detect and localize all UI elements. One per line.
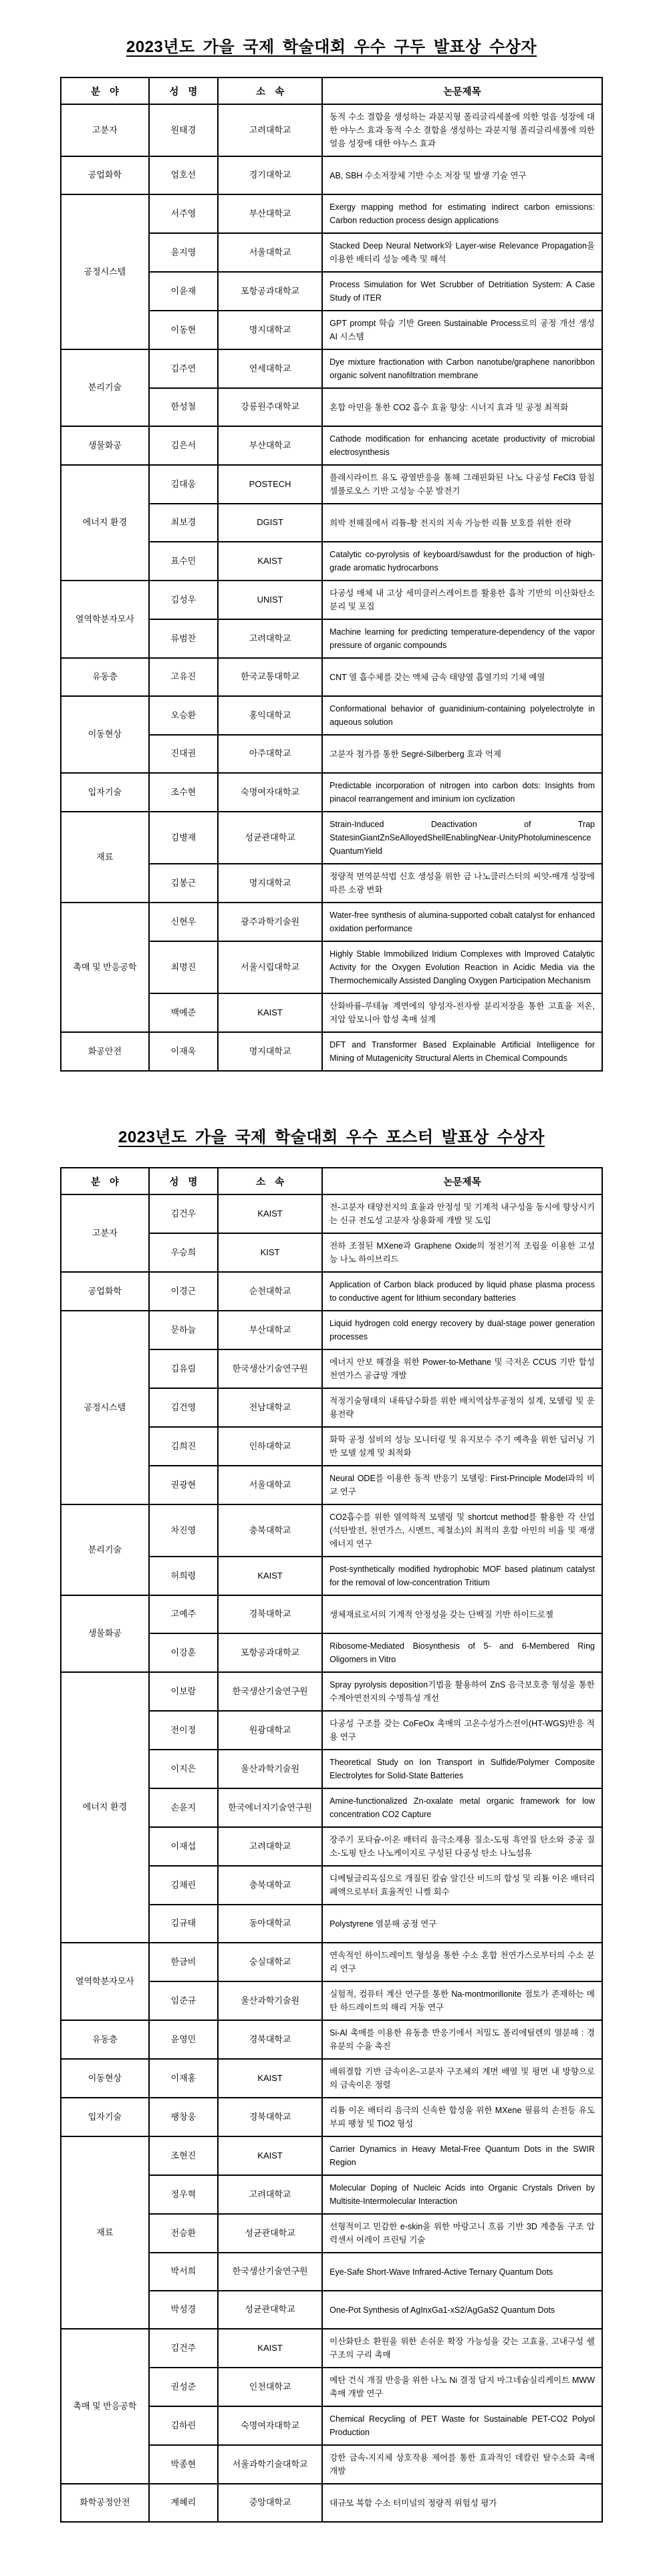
table-row <box>61 2098 602 2136</box>
oral-award-section <box>60 33 603 1072</box>
affiliation-cell: 동아대학교 <box>218 1905 322 1943</box>
paper-title-cell: Post-synthetically modified hydrophobic MOF based platinum catalyst for the removal of low-concentration Tritium <box>322 1557 602 1595</box>
name-cell: 김건주 <box>149 2329 218 2368</box>
affiliation-cell: 경북대학교 <box>218 2098 322 2136</box>
name-cell: 손윤지 <box>149 1788 218 1827</box>
paper-title-cell: 선형적이고 민감한 e-skin을 위한 마랑고니 흐름 기반 3D 계층돔 구조 압력센서 어레이 프린팅 기술 <box>322 2214 602 2253</box>
field-cell: 열역학분자모사 <box>61 581 149 658</box>
field-cell: 생물화공 <box>61 426 149 465</box>
affiliation-cell: 서울대학교 <box>218 1466 322 1504</box>
paper-title-cell: 에너지 안보 해결을 위한 Power-to-Methane 및 극저온 CCUS 기반 합성천연가스 공급망 개발 <box>322 1349 602 1388</box>
affiliation-cell: 숙명여자대학교 <box>218 2406 322 2445</box>
field-cell: 고분자 <box>61 1194 149 1272</box>
column-header: 성 명 <box>149 1168 218 1194</box>
paper-title-cell: Eye-Safe Short-Wave Infrared-Active Ternary Quantum Dots <box>322 2253 602 2291</box>
affiliation-cell: UNIST <box>218 581 322 619</box>
oral-award-table <box>60 77 603 1072</box>
name-cell: 전이정 <box>149 1711 218 1750</box>
column-header: 성 명 <box>149 77 218 104</box>
affiliation-cell: KAIST <box>218 993 322 1032</box>
paper-title-cell: Water-free synthesis of alumina-supported cobalt catalyst for enhanced oxidation performance <box>322 903 602 941</box>
name-cell: 한금비 <box>149 1943 218 1981</box>
name-cell: 이재섭 <box>149 1827 218 1866</box>
field-cell: 에너지 환경 <box>61 1672 149 1943</box>
paper-title-cell: Si-Al 촉매를 이용한 유동층 반응기에서 저밀도 폴리에틸렌의 열분해 : 경유분의 수율 촉진 <box>322 2020 602 2059</box>
affiliation-cell: 서울시립대학교 <box>218 941 322 993</box>
name-cell: 정우혁 <box>149 2175 218 2214</box>
table-row <box>61 465 602 504</box>
affiliation-cell: 경북대학교 <box>218 2020 322 2059</box>
name-cell: 김하린 <box>149 2406 218 2445</box>
paper-title-cell: Ribosome-Mediated Biosynthesis of 5- and 6-Membered Ring Oligomers in Vitro <box>322 1633 602 1672</box>
field-cell: 생물화공 <box>61 1595 149 1672</box>
column-header: 논문제목 <box>322 1168 602 1194</box>
affiliation-cell: 고려대학교 <box>218 104 322 156</box>
affiliation-cell: 숭실대학교 <box>218 1943 322 1981</box>
name-cell: 최명진 <box>149 941 218 993</box>
field-cell: 유동층 <box>61 658 149 696</box>
affiliation-cell: 성균관대학교 <box>218 812 322 864</box>
column-header: 소 속 <box>218 1168 322 1194</box>
affiliation-cell: 경북대학교 <box>218 1595 322 1633</box>
field-cell: 분리기술 <box>61 1504 149 1595</box>
name-cell: 이윤재 <box>149 272 218 311</box>
field-cell: 촉매 및 반응공학 <box>61 903 149 1032</box>
header-row <box>61 1168 602 1194</box>
affiliation-cell: 순천대학교 <box>218 1272 322 1311</box>
name-cell: 김은서 <box>149 426 218 465</box>
paper-title-cell: Process Simulation for Wet Scrubber of Detritiation System: A Case Study of ITER <box>322 272 602 311</box>
paper-title-cell: 강한 금속-지지체 상호작용 제어를 통한 효과적인 데칼린 탈수소화 촉매 개발 <box>322 2445 602 2484</box>
paper-title-cell: 실험적, 컴퓨터 계산 연구를 통한 Na-montmorillonite 점토가 존재하는 메탄 하드레이트의 해리 거동 연구 <box>322 1981 602 2020</box>
table-row <box>61 903 602 941</box>
paper-title-cell: Application of Carbon black produced by liquid phase plasma process to conductive agent for lithium secondary batteries <box>322 1272 602 1311</box>
affiliation-cell: 서울과학기술대학교 <box>218 2445 322 2484</box>
field-cell: 분리기술 <box>61 349 149 426</box>
affiliation-cell: 명지대학교 <box>218 1032 322 1071</box>
name-cell: 오승환 <box>149 696 218 735</box>
affiliation-cell: KAIST <box>218 1194 322 1233</box>
affiliation-cell: 중앙대학교 <box>218 2484 322 2522</box>
field-cell: 에너지 환경 <box>61 465 149 581</box>
paper-title-cell: CNT 열 흡수체를 갖는 액체 금속 태양열 흡열기의 기체 예열 <box>322 658 602 696</box>
name-cell: 류범찬 <box>149 619 218 658</box>
affiliation-cell: 한국에너지기술연구원 <box>218 1788 322 1827</box>
table-row <box>61 2136 602 2175</box>
paper-title-cell: Molecular Doping of Nucleic Acids into Organic Crystals Driven by Multisite-Intermolecular Interaction <box>322 2175 602 2214</box>
name-cell: 조수현 <box>149 773 218 812</box>
name-cell: 진대권 <box>149 735 218 773</box>
name-cell: 한성철 <box>149 388 218 426</box>
paper-title-cell: 대규모 복합 수소 터미널의 정량적 위험성 평가 <box>322 2484 602 2522</box>
paper-title-cell: Catalytic co-pyrolysis of keyboard/sawdust for the production of high-grade aromatic hydrocarbons <box>322 542 602 581</box>
name-cell: 표수민 <box>149 542 218 581</box>
table-row <box>61 696 602 735</box>
affiliation-cell: 아주대학교 <box>218 735 322 773</box>
paper-title-cell: Exergy mapping method for estimating indirect carbon emissions: Carbon reduction process design applications <box>322 194 602 233</box>
document-sheet <box>60 33 603 2523</box>
name-cell: 백예준 <box>149 993 218 1032</box>
name-cell: 허희령 <box>149 1557 218 1595</box>
paper-title-cell: 희박 전해질에서 리튬-황 전지의 지속 가능한 리튬 보호를 위한 전략 <box>322 504 602 542</box>
affiliation-cell: 한국생산기술연구원 <box>218 2253 322 2291</box>
paper-title-cell: Dye mixture fractionation with Carbon nanotube/graphene nanoribbon organic solvent nanofiltration membrane <box>322 349 602 388</box>
paper-title-cell: AB, SBH 수소저장체 기반 수소 저장 및 발생 기술 연구 <box>322 156 602 194</box>
name-cell: 이동현 <box>149 311 218 349</box>
paper-title-cell: 플래시라이트 유도 광열반응을 통해 그래핀화된 나노 다공성 FeCl3 함침 셀룰로오스 기반 고성능 수분 발전기 <box>322 465 602 504</box>
name-cell: 차진영 <box>149 1504 218 1557</box>
field-cell: 공정시스템 <box>61 1311 149 1504</box>
field-cell: 재료 <box>61 812 149 903</box>
affiliation-cell: 연세대학교 <box>218 349 322 388</box>
name-cell: 박서희 <box>149 2253 218 2291</box>
affiliation-cell: 고려대학교 <box>218 2175 322 2214</box>
name-cell: 김성우 <box>149 581 218 619</box>
name-cell: 김희진 <box>149 1427 218 1466</box>
name-cell: 신현우 <box>149 903 218 941</box>
paper-title-cell: 이산화탄소 환원을 위한 손쉬운 확장 가능성을 갖는 고효율, 고내구성 쉘 구조의 구리 촉매 <box>322 2329 602 2368</box>
affiliation-cell: 광주과학기술원 <box>218 903 322 941</box>
table-row <box>61 1504 602 1557</box>
affiliation-cell: 경기대학교 <box>218 156 322 194</box>
table-row <box>61 773 602 812</box>
name-cell: 원태경 <box>149 104 218 156</box>
name-cell: 윤영민 <box>149 2020 218 2059</box>
field-cell: 공업화학 <box>61 1272 149 1311</box>
paper-title-cell: 화학 공정 설비의 성능 모니터링 및 유지보수 주기 예측을 위한 딥러닝 기반 모델 설계 및 최적화 <box>322 1427 602 1466</box>
oral-award-title: 2023년도 가을 국제 학술대회 우수 구두 발표상 수상자 <box>126 38 537 56</box>
name-cell: 김대웅 <box>149 465 218 504</box>
paper-title-cell: Conformational behavior of guanidinium-containing polyelectrolyte in aqueous solution <box>322 696 602 735</box>
poster-award-section <box>60 1124 603 2523</box>
table-row <box>61 349 602 388</box>
paper-title-cell: 다공성 구조를 갖는 CoFeOx 촉매의 고온수성가스전이(HT-WGS)반응 적용 연구 <box>322 1711 602 1750</box>
name-cell: 권광현 <box>149 1466 218 1504</box>
name-cell: 윤지영 <box>149 233 218 272</box>
name-cell: 우승희 <box>149 1233 218 1272</box>
affiliation-cell: 한국생산기술연구원 <box>218 1672 322 1711</box>
affiliation-cell: KAIST <box>218 2329 322 2368</box>
affiliation-cell: 고려대학교 <box>218 619 322 658</box>
paper-title-cell: Predictable incorporation of nitrogen into carbon dots: Insights from pinacol rearrangement and iminium ion cyclization <box>322 773 602 812</box>
field-cell: 유동층 <box>61 2020 149 2059</box>
column-header: 분 야 <box>61 1168 149 1194</box>
table-row <box>61 812 602 864</box>
table-row <box>61 1272 602 1311</box>
paper-title-cell: 정량적 면역분석법 신호 생성을 위한 금 나노클러스터의 씨앗-매개 성장에 따른 소광 변화 <box>322 864 602 903</box>
table-row <box>61 2059 602 2098</box>
paper-title-cell: 고분자 첨가를 통한 Segré-Silberberg 효과 억제 <box>322 735 602 773</box>
name-cell: 이경근 <box>149 1272 218 1311</box>
paper-title-cell: 디메틸글리옥심으로 개질된 칼슘 알긴산 비드의 합성 및 리튬 이온 배터리 폐액으로부터 효율적인 니켈 회수 <box>322 1866 602 1905</box>
paper-title-cell: Cathode modification for enhancing acetate productivity of microbial electrosynthesis <box>322 426 602 465</box>
column-header: 분 야 <box>61 77 149 104</box>
paper-title-cell: 적정기술형태의 내륙담수화를 위한 배치역삼투공정의 설계, 모델링 및 운용전략 <box>322 1388 602 1427</box>
table-row <box>61 194 602 233</box>
table-row <box>61 156 602 194</box>
field-cell: 공정시스템 <box>61 194 149 349</box>
name-cell: 고예주 <box>149 1595 218 1633</box>
field-cell: 입자기술 <box>61 773 149 812</box>
name-cell: 이재욱 <box>149 1032 218 1071</box>
affiliation-cell: 부산대학교 <box>218 1311 322 1349</box>
paper-title-cell: Strain-Induced Deactivation of Trap StatesinGiantZnSeAlloyedShellEnablingNear-UnityPhotoluminescence QuantumYield <box>322 812 602 864</box>
affiliation-cell: 울산과학기술원 <box>218 1981 322 2020</box>
field-cell: 이동현상 <box>61 2059 149 2098</box>
poster-award-table <box>60 1167 603 2523</box>
field-cell: 화공안전 <box>61 1032 149 1071</box>
affiliation-cell: 성균관대학교 <box>218 2214 322 2253</box>
paper-title-cell: 연속적인 하이드레이트 형성을 통한 수소 혼합 천연가스로부터의 수소 분리 연구 <box>322 1943 602 1981</box>
affiliation-cell: 인하대학교 <box>218 1427 322 1466</box>
paper-title-cell: 배위결합 기반 금속이온-고분자 구조체의 계면 배열 및 평면 내 방향으로의 금속이온 정렬 <box>322 2059 602 2098</box>
affiliation-cell: 한국교통대학교 <box>218 658 322 696</box>
affiliation-cell: 서울대학교 <box>218 233 322 272</box>
table-row <box>61 1672 602 1711</box>
affiliation-cell: DGIST <box>218 504 322 542</box>
name-cell: 조현진 <box>149 2136 218 2175</box>
affiliation-cell: 포항공과대학교 <box>218 272 322 311</box>
column-header: 논문제목 <box>322 77 602 104</box>
name-cell: 이지은 <box>149 1750 218 1788</box>
name-cell: 김주연 <box>149 349 218 388</box>
name-cell: 문하늘 <box>149 1311 218 1349</box>
paper-title-cell: 생체재료로서의 기계적 안정성을 갖는 단백질 기반 하이드로젤 <box>322 1595 602 1633</box>
field-cell: 입자기술 <box>61 2098 149 2136</box>
name-cell: 최보경 <box>149 504 218 542</box>
name-cell: 김채린 <box>149 1866 218 1905</box>
affiliation-cell: 인천대학교 <box>218 2368 322 2406</box>
affiliation-cell: 울산과학기술원 <box>218 1750 322 1788</box>
table-row <box>61 581 602 619</box>
paper-title-cell: Stacked Deep Neural Network와 Layer-wise Relevance Propagation을 이용한 배터리 성능 예측 및 해석 <box>322 233 602 272</box>
table-row <box>61 426 602 465</box>
paper-title-cell: Amine-functionalized Zn-oxalate metal organic framework for low concentration CO2 Capture <box>322 1788 602 1827</box>
affiliation-cell: 강릉원주대학교 <box>218 388 322 426</box>
table-row <box>61 104 602 156</box>
affiliation-cell: 성균관대학교 <box>218 2291 322 2329</box>
paper-title-cell: 장주기 포타슘-이온 배터리 음극소재용 질소-도핑 흑연질 탄소와 중공 질소-도핑 탄소 나노케이지로 구성된 다공성 탄소 나노섬유 <box>322 1827 602 1866</box>
name-cell: 임준규 <box>149 1981 218 2020</box>
paper-title-cell: 메탄 건식 개질 반응을 위한 나노 Ni 결정 담지 마그네슘실리케이트 MWW 촉매 개발 연구 <box>322 2368 602 2406</box>
field-cell: 공업화학 <box>61 156 149 194</box>
table-row <box>61 1032 602 1071</box>
name-cell: 서주영 <box>149 194 218 233</box>
affiliation-cell: KAIST <box>218 1557 322 1595</box>
affiliation-cell: 충북대학교 <box>218 1504 322 1557</box>
paper-title-cell: GPT prompt 학습 기반 Green Sustainable Process로의 공정 개선 생성 AI 시스템 <box>322 311 602 349</box>
name-cell: 팽창웅 <box>149 2098 218 2136</box>
table-row <box>61 2329 602 2368</box>
field-cell: 고분자 <box>61 104 149 156</box>
paper-title-cell: Spray pyrolysis deposition기법을 활용하여 ZnS 음극보호층 형성을 통한 수계아연전지의 수명특성 개선 <box>322 1672 602 1711</box>
affiliation-cell: 명지대학교 <box>218 864 322 903</box>
name-cell: 김유림 <box>149 1349 218 1388</box>
name-cell: 박성경 <box>149 2291 218 2329</box>
affiliation-cell: POSTECH <box>218 465 322 504</box>
paper-title-cell: 다공성 매체 내 고상 세미클러스레이트를 활용한 흡착 기반의 이산화탄소 분리 및 포집 <box>322 581 602 619</box>
name-cell: 김봉근 <box>149 864 218 903</box>
affiliation-cell: KAIST <box>218 2059 322 2098</box>
paper-title-cell: Carrier Dynamics in Heavy Metal-Free Quantum Dots in the SWIR Region <box>322 2136 602 2175</box>
paper-title-cell: 전하 조절된 MXene과 Graphene Oxide의 정전기적 조립을 이용한 고성능 나노 하이브리드 <box>322 1233 602 1272</box>
name-cell: 이보람 <box>149 1672 218 1711</box>
paper-title-cell: 산화바륨-루테늄 계면에의 양성자-전자쌍 분리저장을 통한 고효율 저온, 저압 암모니아 합성 촉매 설계 <box>322 993 602 1032</box>
paper-title-cell: DFT and Transformer Based Explainable Artificial Intelligence for Mining of Mutagenicity Structural Alerts in Chemical Compounds <box>322 1032 602 1071</box>
affiliation-cell: 홍익대학교 <box>218 696 322 735</box>
name-cell: 권성준 <box>149 2368 218 2406</box>
name-cell: 김건우 <box>149 1194 218 1233</box>
field-cell: 이동현상 <box>61 696 149 773</box>
affiliation-cell: 부산대학교 <box>218 194 322 233</box>
paper-title-cell: Liquid hydrogen cold energy recovery by dual-stage power generation processes <box>322 1311 602 1349</box>
field-cell: 촉매 및 반응공학 <box>61 2329 149 2484</box>
affiliation-cell: 전남대학교 <box>218 1388 322 1427</box>
name-cell: 박종현 <box>149 2445 218 2484</box>
affiliation-cell: 고려대학교 <box>218 1827 322 1866</box>
paper-title-cell: CO2흡수를 위한 열역학적 모델링 및 shortcut method를 활용한 각 산업(석탄발전, 천연가스, 시멘트, 제철소)의 최적의 혼합 아민의 비율 및 재생에너지 연구 <box>322 1504 602 1557</box>
name-cell: 이강훈 <box>149 1633 218 1672</box>
name-cell: 엄호선 <box>149 156 218 194</box>
paper-title-cell: 동적 수소 결합을 생성하는 과분지형 폴리글리세롤에 의한 얼음 성장에 대한 야누스 효과 동적 수소 결합을 생성하는 과분지형 폴리글리세롤에 의한 얼음 성장에 대한 야누스 효과 <box>322 104 602 156</box>
name-cell: 김건영 <box>149 1388 218 1427</box>
affiliation-cell: 명지대학교 <box>218 311 322 349</box>
paper-title-cell: Highly Stable Immobilized Iridium Complexes with Improved Catalytic Activity for the Oxygen Evolution Reaction in Acidic Media via the Thermochemically Assisted Dangling Oxygen Participation Mechanism <box>322 941 602 993</box>
table-row <box>61 1595 602 1633</box>
affiliation-cell: 부산대학교 <box>218 426 322 465</box>
paper-title-cell: Theoretical Study on Ion Transport in Sulfide/Polymer Composite Electrolytes for Solid-State Batteries <box>322 1750 602 1788</box>
paper-title-cell: Neural ODE를 이용한 동적 반응기 모델링: First-Principle Model과의 비교 연구 <box>322 1466 602 1504</box>
table-row <box>61 2020 602 2059</box>
paper-title-cell: Chemical Recycling of PET Waste for Sustainable PET-CO2 Polyol Production <box>322 2406 602 2445</box>
affiliation-cell: KIST <box>218 1233 322 1272</box>
name-cell: 이재홍 <box>149 2059 218 2098</box>
affiliation-cell: 포항공과대학교 <box>218 1633 322 1672</box>
table-row <box>61 658 602 696</box>
paper-title-cell: One-Pot Synthesis of AgInxGa1-xS2/AgGaS2 Quantum Dots <box>322 2291 602 2329</box>
paper-title-cell: Polystyrene 열분해 공정 연구 <box>322 1905 602 1943</box>
affiliation-cell: 숙명여자대학교 <box>218 773 322 812</box>
column-header: 소 속 <box>218 77 322 104</box>
paper-title-cell: 리튬 이온 배터리 음극의 신속한 합성을 위한 MXene 필름의 손전등 유도 부피 팽창 및 TiO2 형성 <box>322 2098 602 2136</box>
name-cell: 김병재 <box>149 812 218 864</box>
name-cell: 김규태 <box>149 1905 218 1943</box>
poster-award-title: 2023년도 가을 국제 학술대회 우수 포스터 발표상 수상자 <box>118 1128 545 1146</box>
affiliation-cell: KAIST <box>218 2136 322 2175</box>
affiliation-cell: 충북대학교 <box>218 1866 322 1905</box>
field-cell: 재료 <box>61 2136 149 2329</box>
table-row <box>61 1943 602 1981</box>
paper-title-cell: Machine learning for predicting temperature-dependency of the vapor pressure of organic compounds <box>322 619 602 658</box>
field-cell: 화학공정안전 <box>61 2484 149 2522</box>
table-row <box>61 1194 602 1233</box>
affiliation-cell: 원광대학교 <box>218 1711 322 1750</box>
affiliation-cell: 한국생산기술연구원 <box>218 1349 322 1388</box>
header-row <box>61 77 602 104</box>
name-cell: 전승환 <box>149 2214 218 2253</box>
name-cell: 고유진 <box>149 658 218 696</box>
field-cell: 열역학분자모사 <box>61 1943 149 2020</box>
affiliation-cell: KAIST <box>218 542 322 581</box>
table-row <box>61 1311 602 1349</box>
name-cell: 계혜리 <box>149 2484 218 2522</box>
paper-title-cell: 혼합 아민을 통한 CO2 흡수 효율 향상: 시너지 효과 및 공정 최적화 <box>322 388 602 426</box>
paper-title-cell: 전-고분자 태양전지의 효율과 안정성 및 기계적 내구성을 동시에 향상시키는 신규 전도성 고분자 상용화제 개발 및 도입 <box>322 1194 602 1233</box>
table-row <box>61 2484 602 2522</box>
